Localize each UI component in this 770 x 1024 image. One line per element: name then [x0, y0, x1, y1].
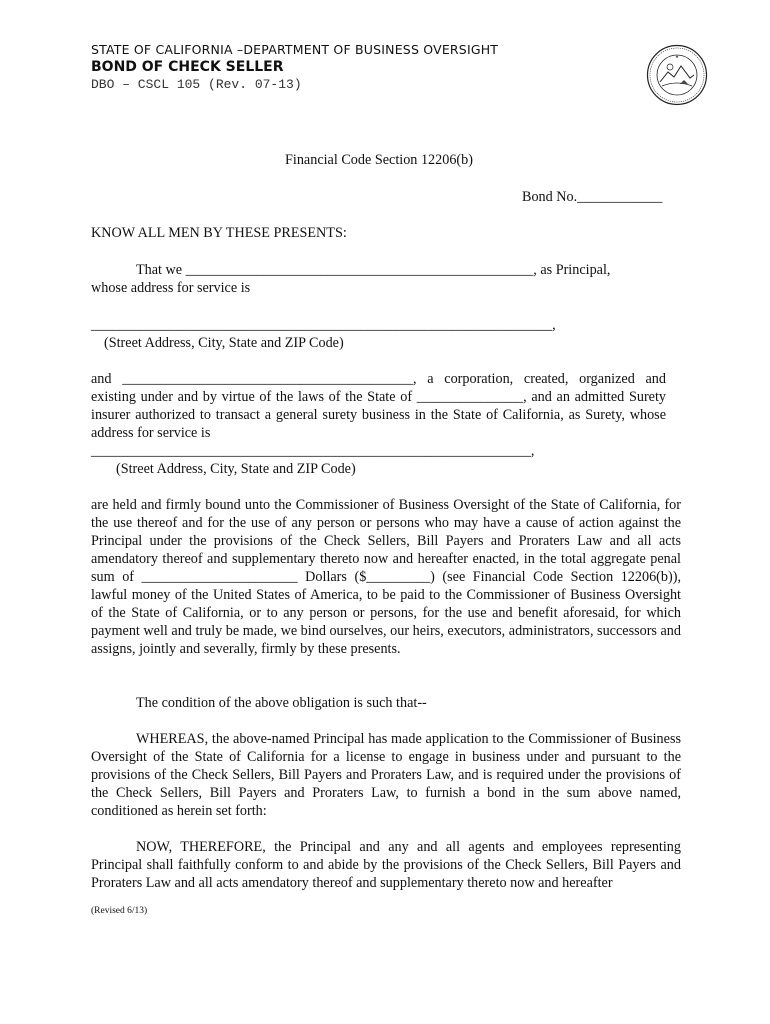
surety-paragraph: and _________________________________________, a corporation, created, organized and existing under and by virtue of the laws of the State of _______________, and an admitted Surety insurer authorized to transact a general surety business in the State of California, as Surety, whose address for service is [91, 371, 666, 441]
principal-line: That we _________________________________________________, as Principal, [136, 262, 611, 278]
code-section: Financial Code Section 12206(b) [285, 152, 473, 168]
surety-address-line: ______________________________________________________________, [91, 443, 535, 459]
principal-address-caption: (Street Address, City, State and ZIP Code) [104, 335, 344, 351]
surety-address-caption: (Street Address, City, State and ZIP Code) [116, 461, 356, 477]
know-all-heading: KNOW ALL MEN BY THESE PRESENTS: [91, 225, 347, 241]
state-seal-icon [646, 44, 708, 106]
principal-address-label: whose address for service is [91, 280, 251, 296]
form-title: BOND OF CHECK SELLER [91, 59, 284, 75]
document-header [91, 42, 651, 94]
whereas-paragraph: WHEREAS, the above-named Principal has made application to the Commissioner of Business Oversight of the State of California for a license to engage in business under and pursuant to the provisions of the Check Sellers, Bill Payers and Proraters Law, and is required under the provisions of the Check Sellers, Bill Payers and Proraters Law, to furnish a bond in the sum above named, conditioned as herein set forth: [91, 731, 681, 819]
principal-address-line: _________________________________________________________________, [91, 317, 556, 333]
revision-footer: (Revised 6/13) [91, 906, 148, 916]
agency-name: STATE OF CALIFORNIA –DEPARTMENT OF BUSINESS OVERSIGHT [91, 42, 499, 57]
form-number: DBO – CSCL 105 (Rev. 07-13) [91, 77, 302, 92]
bound-paragraph: are held and firmly bound unto the Commissioner of Business Oversight of the State of California, for the use thereof and for the use of any person or persons who may have a cause of action against the Principal under the provisions of the Check Sellers, Bill Payers and Proraters Law and all acts amendatory thereof and supplementary thereto now and hereafter enacted, in the total aggregate penal sum of ______________________ Dollars ($_________) (see Financial Code Section 12206(b)), lawful money of the United States of America, to be paid to the Commissioner of Business Oversight of the State of California, or to any person or persons, for the use and benefit aforesaid, for which payment well and truly be made, we bind ourselves, our heirs, executors, administrators, successors and assigns, jointly and severally, firmly by these presents. [91, 497, 681, 657]
condition-paragraph: The condition of the above obligation is such that-- [136, 695, 427, 711]
bond-number: Bond No.____________ [522, 189, 663, 205]
svg-text:★: ★ [675, 54, 679, 59]
now-therefore-paragraph: NOW, THEREFORE, the Principal and any and all agents and employees representing Principal shall faithfully conform to and abide by the provisions of the Check Sellers, Bill Payers and Proraters Law and all acts amendatory thereof and supplementary thereto now and hereafter [91, 839, 681, 891]
